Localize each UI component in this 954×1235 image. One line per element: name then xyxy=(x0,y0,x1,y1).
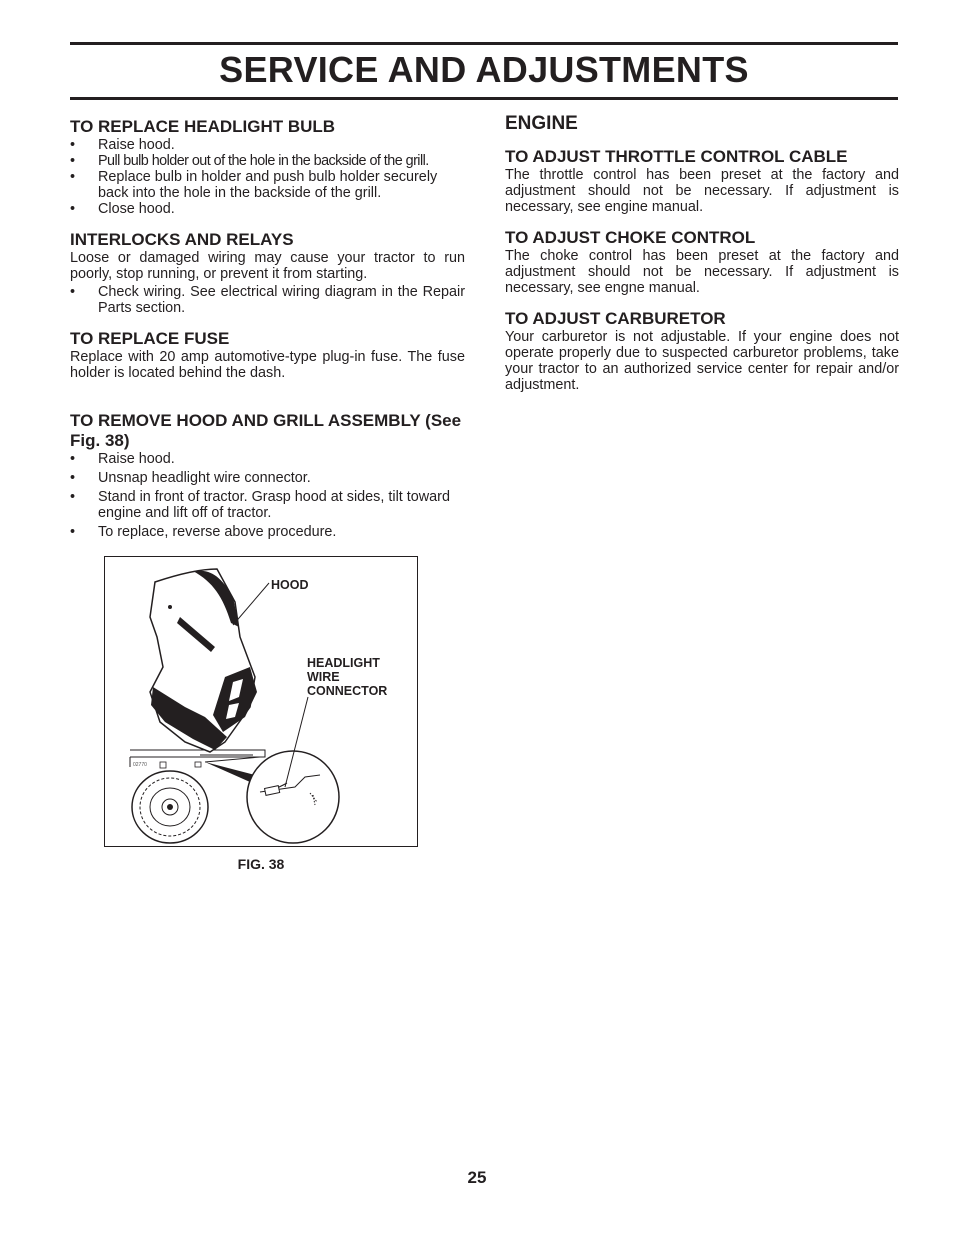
headlight-steps xyxy=(70,137,465,217)
list-item: • Check wiring. See electrical wiring diagram in the Repair Parts section. xyxy=(70,284,465,316)
carburetor-text: Your carburetor is not adjustable. If your engine does not operate properly due to suspected carburetor problems, take your tractor to an authorized service center for repair and/or adjustment. xyxy=(505,329,899,393)
heading-choke: TO ADJUST CHOKE CONTROL xyxy=(505,228,756,247)
heading-engine: ENGINE xyxy=(505,113,578,134)
heading-throttle: TO ADJUST THROTTLE CONTROL CABLE xyxy=(505,147,848,166)
heading-fuse: TO REPLACE FUSE xyxy=(70,329,230,348)
left-column xyxy=(70,117,465,543)
right-column xyxy=(505,113,899,393)
list-item: • To replace, reverse above procedure. xyxy=(70,524,465,540)
section-headlight xyxy=(70,117,465,217)
list-item: • Raise hood. xyxy=(70,137,465,153)
section-throttle xyxy=(505,147,899,215)
list-item: • Unsnap headlight wire connector. xyxy=(70,470,465,486)
list-item: • Pull bulb holder out of the hole in the backside of the grill. xyxy=(70,153,465,169)
heading-headlight: TO REPLACE HEADLIGHT BULB xyxy=(70,117,336,136)
label-hood: HOOD xyxy=(271,578,309,592)
heading-hood: TO REMOVE HOOD AND GRILL ASSEMBLY (See Fig. 38) xyxy=(70,411,462,450)
hood-steps xyxy=(70,451,465,540)
header-rule-bottom xyxy=(70,97,898,100)
throttle-text: The throttle control has been preset at the factory and adjustment should not be necessary. If adjustment is necessary, see engine manual. xyxy=(505,167,899,215)
section-fuse xyxy=(70,329,465,381)
wheel-icon xyxy=(132,771,208,843)
choke-text: The choke control has been preset at the factory and adjustment should not be necessary. If adjustment is necessary, see engne manual. xyxy=(505,248,899,296)
figure-38 xyxy=(104,556,418,847)
list-item: • Stand in front of tractor. Grasp hood at sides, tilt toward engine and lift off of tractor. xyxy=(70,489,465,521)
page-number: 25 xyxy=(467,1168,487,1187)
interlocks-steps xyxy=(70,284,465,316)
section-choke xyxy=(505,228,899,296)
heading-carburetor: TO ADJUST CARBURETOR xyxy=(505,309,726,328)
label-connector-line1: HEADLIGHT xyxy=(307,656,380,670)
list-item: • Replace bulb in holder and push bulb holder securely back into the hole in the backside of the grill. xyxy=(70,169,465,201)
label-connector-line2: WIRE xyxy=(307,670,340,684)
hood-illustration xyxy=(105,557,418,847)
list-item: • Close hood. xyxy=(70,201,465,217)
section-hood xyxy=(70,411,465,540)
figure-code: 02770 xyxy=(133,762,147,768)
fuse-text: Replace with 20 amp automotive-type plug-in fuse. The fuse holder is located behind the dash. xyxy=(70,349,465,381)
list-item: • Raise hood. xyxy=(70,451,465,467)
interlocks-text: Loose or damaged wiring may cause your tractor to run poorly, stop running, or prevent it from starting. xyxy=(70,250,465,282)
label-connector-line3: CONNECTOR xyxy=(307,684,388,698)
section-interlocks xyxy=(70,230,465,316)
section-carburetor xyxy=(505,309,899,393)
page-title: SERVICE AND ADJUSTMENTS xyxy=(219,49,749,90)
header-rule-top xyxy=(70,42,898,45)
figure-caption: FIG. 38 xyxy=(237,856,285,872)
heading-interlocks: INTERLOCKS AND RELAYS xyxy=(70,230,294,249)
